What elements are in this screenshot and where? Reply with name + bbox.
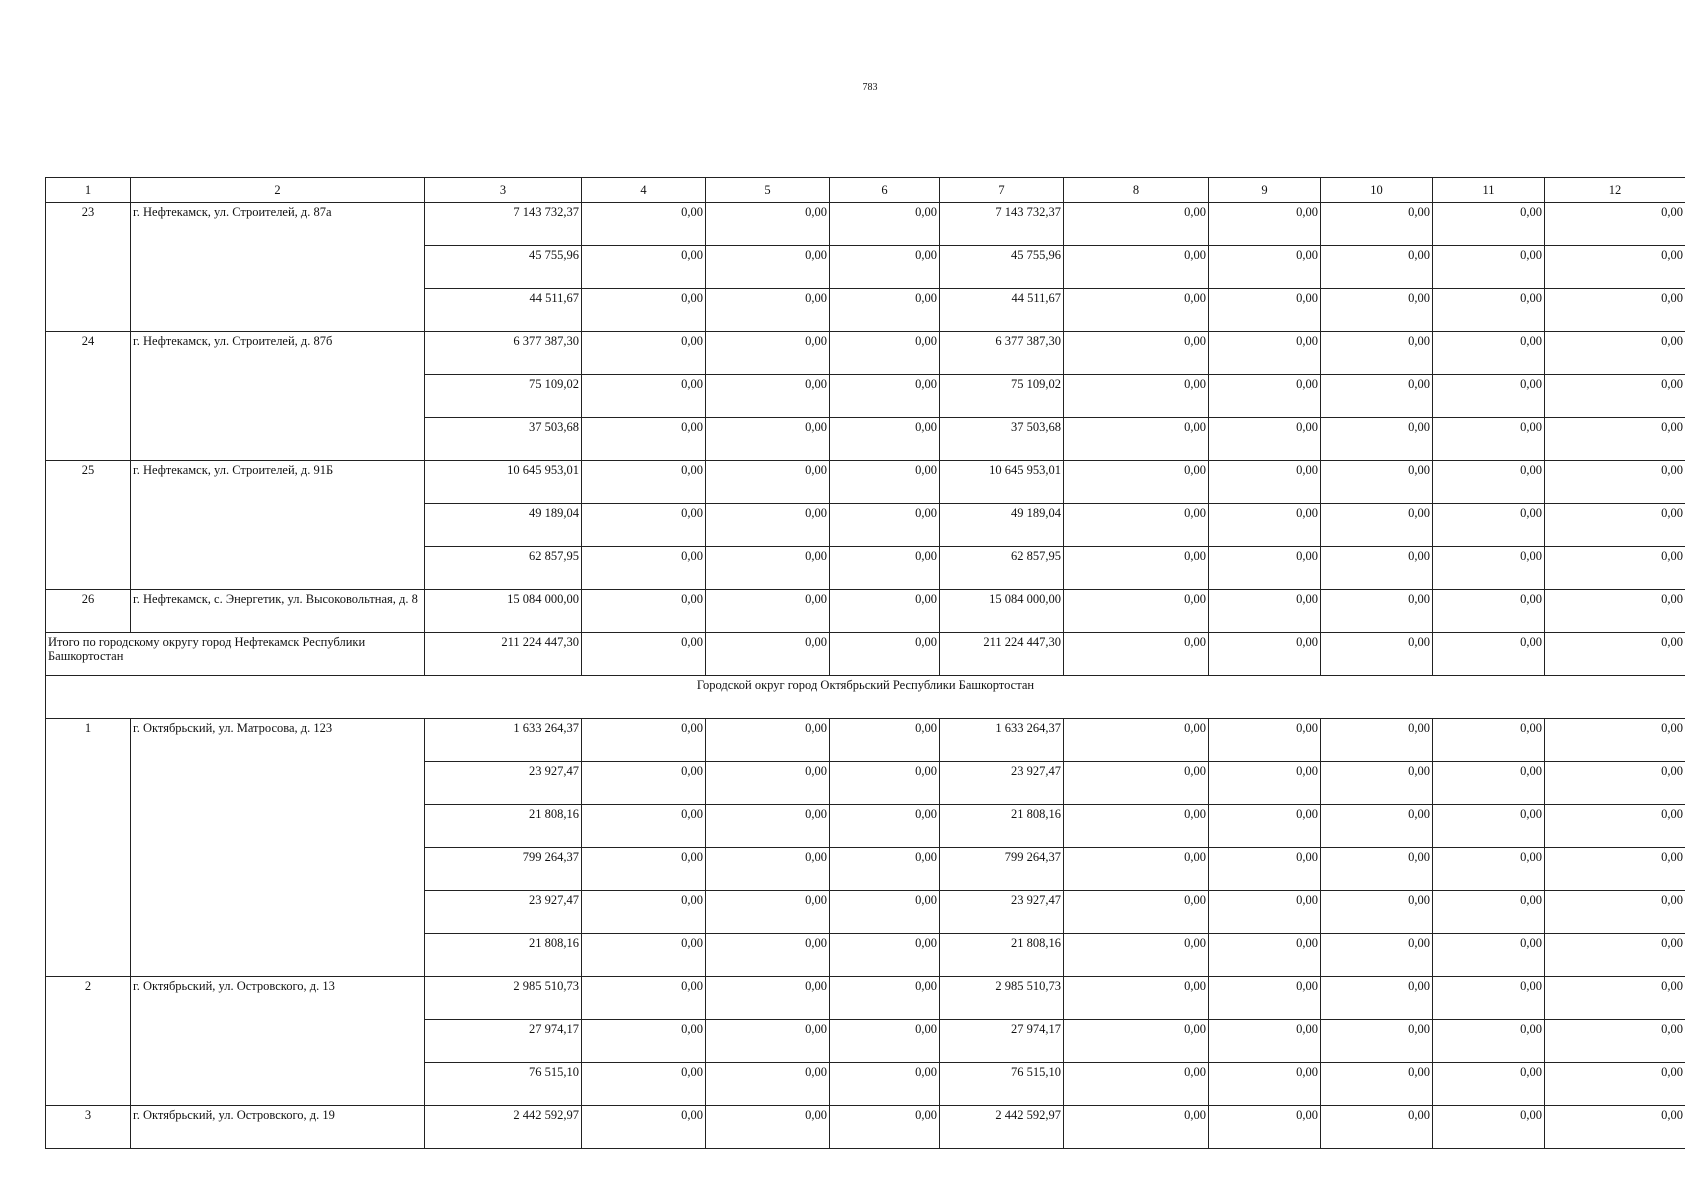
value-cell: 0,00 [1545,246,1686,289]
value-cell: 0,00 [706,332,830,375]
address-cell: г. Нефтекамск, ул. Строителей, д. 91Б [131,461,425,590]
value-cell: 0,00 [1209,1106,1321,1149]
address-cell: г. Октябрьский, ул. Матросова, д. 123 [131,719,425,977]
value-cell: 0,00 [582,375,706,418]
column-header: 9 [1209,178,1321,203]
value-cell: 6 377 387,30 [425,332,582,375]
value-cell: 0,00 [706,289,830,332]
value-cell: 0,00 [1433,590,1545,633]
value-cell: 0,00 [1209,504,1321,547]
value-cell: 0,00 [830,977,940,1020]
value-cell: 0,00 [582,1020,706,1063]
value-cell: 0,00 [1545,633,1686,676]
header-row [46,178,1686,203]
value-cell: 0,00 [830,848,940,891]
value-cell: 0,00 [1321,1020,1433,1063]
value-cell: 0,00 [1545,461,1686,504]
value-cell: 7 143 732,37 [425,203,582,246]
value-cell: 0,00 [582,203,706,246]
value-cell: 0,00 [1433,848,1545,891]
value-cell: 0,00 [1433,934,1545,977]
value-cell: 10 645 953,01 [940,461,1064,504]
value-cell: 0,00 [1433,332,1545,375]
value-cell: 0,00 [1433,1020,1545,1063]
value-cell: 76 515,10 [425,1063,582,1106]
value-cell: 0,00 [1209,590,1321,633]
value-cell: 0,00 [1209,805,1321,848]
address-cell: г. Октябрьский, ул. Островского, д. 13 [131,977,425,1106]
value-cell: 0,00 [706,891,830,934]
column-header: 2 [131,178,425,203]
value-cell: 0,00 [1545,375,1686,418]
value-cell: 0,00 [1209,719,1321,762]
value-cell: 7 143 732,37 [940,203,1064,246]
table-row [46,719,1686,762]
value-cell: 62 857,95 [940,547,1064,590]
value-cell: 23 927,47 [940,762,1064,805]
value-cell: 0,00 [1545,1020,1686,1063]
value-cell: 0,00 [1064,1106,1209,1149]
value-cell: 0,00 [1064,375,1209,418]
row-number: 1 [46,719,131,977]
row-number: 24 [46,332,131,461]
value-cell: 0,00 [830,891,940,934]
value-cell: 0,00 [706,1106,830,1149]
value-cell: 27 974,17 [940,1020,1064,1063]
page-edge [1685,177,1697,1177]
value-cell: 0,00 [706,934,830,977]
value-cell: 37 503,68 [940,418,1064,461]
value-cell: 75 109,02 [425,375,582,418]
value-cell: 0,00 [1321,805,1433,848]
value-cell: 0,00 [706,246,830,289]
value-cell: 45 755,96 [425,246,582,289]
value-cell: 0,00 [1433,289,1545,332]
value-cell: 0,00 [1321,590,1433,633]
value-cell: 21 808,16 [425,805,582,848]
total-row [46,633,1686,676]
value-cell: 0,00 [1064,848,1209,891]
value-cell: 0,00 [830,461,940,504]
value-cell: 0,00 [1321,504,1433,547]
value-cell: 0,00 [706,762,830,805]
value-cell: 0,00 [1545,203,1686,246]
value-cell: 1 633 264,37 [940,719,1064,762]
value-cell: 0,00 [1433,461,1545,504]
row-number: 23 [46,203,131,332]
value-cell: 0,00 [1433,977,1545,1020]
data-table [45,177,1686,1149]
section-title: Городской округ город Октябрьский Республики Башкортостан [46,676,1686,719]
table-row [46,977,1686,1020]
value-cell: 0,00 [1545,1106,1686,1149]
value-cell: 0,00 [1321,375,1433,418]
value-cell: 0,00 [706,203,830,246]
value-cell: 0,00 [582,246,706,289]
value-cell: 0,00 [1433,805,1545,848]
value-cell: 0,00 [1545,762,1686,805]
value-cell: 15 084 000,00 [940,590,1064,633]
address-cell: г. Нефтекамск, ул. Строителей, д. 87б [131,332,425,461]
value-cell: 23 927,47 [940,891,1064,934]
value-cell: 76 515,10 [940,1063,1064,1106]
value-cell: 0,00 [1064,547,1209,590]
value-cell: 0,00 [830,590,940,633]
value-cell: 0,00 [1064,590,1209,633]
value-cell: 0,00 [1064,719,1209,762]
value-cell: 23 927,47 [425,762,582,805]
value-cell: 0,00 [582,418,706,461]
value-cell: 0,00 [1209,977,1321,1020]
value-cell: 0,00 [1321,762,1433,805]
total-label: Итого по городскому округу город Нефтекамск Республики Башкортостан [46,633,425,676]
value-cell: 10 645 953,01 [425,461,582,504]
value-cell: 0,00 [830,504,940,547]
value-cell: 211 224 447,30 [940,633,1064,676]
value-cell: 0,00 [1545,547,1686,590]
column-header: 10 [1321,178,1433,203]
value-cell: 0,00 [1321,633,1433,676]
value-cell: 0,00 [1545,891,1686,934]
value-cell: 0,00 [1545,719,1686,762]
value-cell: 0,00 [706,375,830,418]
value-cell: 0,00 [1209,1063,1321,1106]
value-cell: 0,00 [582,891,706,934]
value-cell: 0,00 [1209,547,1321,590]
value-cell: 0,00 [582,762,706,805]
value-cell: 0,00 [1064,934,1209,977]
value-cell: 21 808,16 [940,934,1064,977]
value-cell: 0,00 [1545,332,1686,375]
value-cell: 0,00 [1545,934,1686,977]
row-number: 26 [46,590,131,633]
row-number: 2 [46,977,131,1106]
value-cell: 0,00 [582,332,706,375]
value-cell: 0,00 [1209,375,1321,418]
table-row [46,461,1686,504]
value-cell: 0,00 [830,633,940,676]
value-cell: 799 264,37 [425,848,582,891]
value-cell: 211 224 447,30 [425,633,582,676]
value-cell: 0,00 [706,461,830,504]
value-cell: 0,00 [1209,848,1321,891]
value-cell: 0,00 [582,590,706,633]
value-cell: 0,00 [1064,633,1209,676]
value-cell: 0,00 [1209,418,1321,461]
column-header: 5 [706,178,830,203]
value-cell: 0,00 [1064,977,1209,1020]
value-cell: 0,00 [582,848,706,891]
value-cell: 0,00 [1545,977,1686,1020]
section-row [46,676,1686,719]
value-cell: 0,00 [1321,461,1433,504]
column-header: 8 [1064,178,1209,203]
value-cell: 0,00 [1545,805,1686,848]
value-cell: 0,00 [1321,1106,1433,1149]
value-cell: 0,00 [706,633,830,676]
column-header: 4 [582,178,706,203]
value-cell: 0,00 [1321,891,1433,934]
value-cell: 0,00 [1321,203,1433,246]
value-cell: 0,00 [830,1106,940,1149]
value-cell: 0,00 [1209,934,1321,977]
column-header: 1 [46,178,131,203]
value-cell: 0,00 [1545,1063,1686,1106]
value-cell: 0,00 [1433,891,1545,934]
value-cell: 2 442 592,97 [425,1106,582,1149]
value-cell: 0,00 [1545,504,1686,547]
value-cell: 27 974,17 [425,1020,582,1063]
value-cell: 0,00 [1433,547,1545,590]
value-cell: 0,00 [1433,1063,1545,1106]
value-cell: 0,00 [1433,633,1545,676]
value-cell: 0,00 [830,332,940,375]
page-number: 783 [862,82,878,93]
value-cell: 0,00 [1433,504,1545,547]
value-cell: 75 109,02 [940,375,1064,418]
value-cell: 0,00 [1064,461,1209,504]
value-cell: 23 927,47 [425,891,582,934]
value-cell: 0,00 [582,1106,706,1149]
value-cell: 0,00 [1321,1063,1433,1106]
table-row [46,1106,1686,1149]
row-number: 25 [46,461,131,590]
value-cell: 0,00 [830,418,940,461]
value-cell: 0,00 [582,461,706,504]
value-cell: 0,00 [1064,504,1209,547]
value-cell: 0,00 [830,547,940,590]
value-cell: 0,00 [582,977,706,1020]
value-cell: 37 503,68 [425,418,582,461]
value-cell: 0,00 [1321,289,1433,332]
column-header: 6 [830,178,940,203]
value-cell: 0,00 [706,590,830,633]
value-cell: 0,00 [706,547,830,590]
table-row [46,590,1686,633]
value-cell: 0,00 [1321,418,1433,461]
value-cell: 44 511,67 [940,289,1064,332]
value-cell: 0,00 [1209,762,1321,805]
value-cell: 0,00 [1064,289,1209,332]
table-row [46,332,1686,375]
column-header: 12 [1545,178,1686,203]
address-cell: г. Нефтекамск, с. Энергетик, ул. Высоковольтная, д. 8 [131,590,425,633]
value-cell: 0,00 [830,1063,940,1106]
value-cell: 0,00 [582,934,706,977]
value-cell: 0,00 [706,1020,830,1063]
value-cell: 0,00 [1209,246,1321,289]
value-cell: 62 857,95 [425,547,582,590]
value-cell: 0,00 [706,504,830,547]
value-cell: 6 377 387,30 [940,332,1064,375]
value-cell: 0,00 [830,934,940,977]
value-cell: 2 985 510,73 [425,977,582,1020]
value-cell: 0,00 [1433,246,1545,289]
value-cell: 21 808,16 [425,934,582,977]
value-cell: 0,00 [1433,762,1545,805]
value-cell: 0,00 [1209,289,1321,332]
value-cell: 0,00 [582,504,706,547]
value-cell: 0,00 [1209,332,1321,375]
value-cell: 0,00 [830,1020,940,1063]
value-cell: 0,00 [706,805,830,848]
value-cell: 0,00 [830,289,940,332]
value-cell: 0,00 [706,848,830,891]
value-cell: 1 633 264,37 [425,719,582,762]
value-cell: 0,00 [1321,977,1433,1020]
value-cell: 0,00 [1209,891,1321,934]
value-cell: 0,00 [582,805,706,848]
value-cell: 0,00 [1321,934,1433,977]
value-cell: 0,00 [830,246,940,289]
column-header: 3 [425,178,582,203]
value-cell: 0,00 [1321,332,1433,375]
value-cell: 45 755,96 [940,246,1064,289]
value-cell: 0,00 [582,289,706,332]
value-cell: 0,00 [830,762,940,805]
value-cell: 0,00 [1209,203,1321,246]
value-cell: 2 442 592,97 [940,1106,1064,1149]
value-cell: 0,00 [1064,1020,1209,1063]
value-cell: 0,00 [1209,461,1321,504]
value-cell: 0,00 [1064,246,1209,289]
value-cell: 799 264,37 [940,848,1064,891]
value-cell: 0,00 [1433,418,1545,461]
value-cell: 0,00 [1545,848,1686,891]
value-cell: 0,00 [1064,418,1209,461]
value-cell: 0,00 [706,977,830,1020]
value-cell: 0,00 [706,418,830,461]
value-cell: 0,00 [706,1063,830,1106]
value-cell: 0,00 [1321,246,1433,289]
value-cell: 0,00 [582,1063,706,1106]
value-cell: 0,00 [830,805,940,848]
value-cell: 0,00 [1064,1063,1209,1106]
value-cell: 0,00 [1064,762,1209,805]
value-cell: 44 511,67 [425,289,582,332]
value-cell: 0,00 [830,375,940,418]
value-cell: 0,00 [1545,418,1686,461]
address-cell: г. Октябрьский, ул. Островского, д. 19 [131,1106,425,1149]
value-cell: 0,00 [1545,590,1686,633]
value-cell: 49 189,04 [425,504,582,547]
value-cell: 21 808,16 [940,805,1064,848]
value-cell: 0,00 [1064,805,1209,848]
value-cell: 0,00 [1433,1106,1545,1149]
value-cell: 0,00 [830,719,940,762]
value-cell: 0,00 [706,719,830,762]
value-cell: 0,00 [582,633,706,676]
value-cell: 0,00 [1209,1020,1321,1063]
value-cell: 0,00 [1321,848,1433,891]
value-cell: 0,00 [1064,203,1209,246]
value-cell: 0,00 [830,203,940,246]
value-cell: 0,00 [1433,719,1545,762]
value-cell: 2 985 510,73 [940,977,1064,1020]
column-header: 11 [1433,178,1545,203]
value-cell: 0,00 [1064,891,1209,934]
value-cell: 0,00 [1545,289,1686,332]
row-number: 3 [46,1106,131,1149]
table-row [46,203,1686,246]
address-cell: г. Нефтекамск, ул. Строителей, д. 87а [131,203,425,332]
value-cell: 0,00 [582,547,706,590]
value-cell: 49 189,04 [940,504,1064,547]
value-cell: 0,00 [582,719,706,762]
column-header: 7 [940,178,1064,203]
value-cell: 0,00 [1321,719,1433,762]
value-cell: 0,00 [1433,203,1545,246]
value-cell: 0,00 [1064,332,1209,375]
value-cell: 0,00 [1209,633,1321,676]
value-cell: 0,00 [1321,547,1433,590]
value-cell: 0,00 [1433,375,1545,418]
value-cell: 15 084 000,00 [425,590,582,633]
